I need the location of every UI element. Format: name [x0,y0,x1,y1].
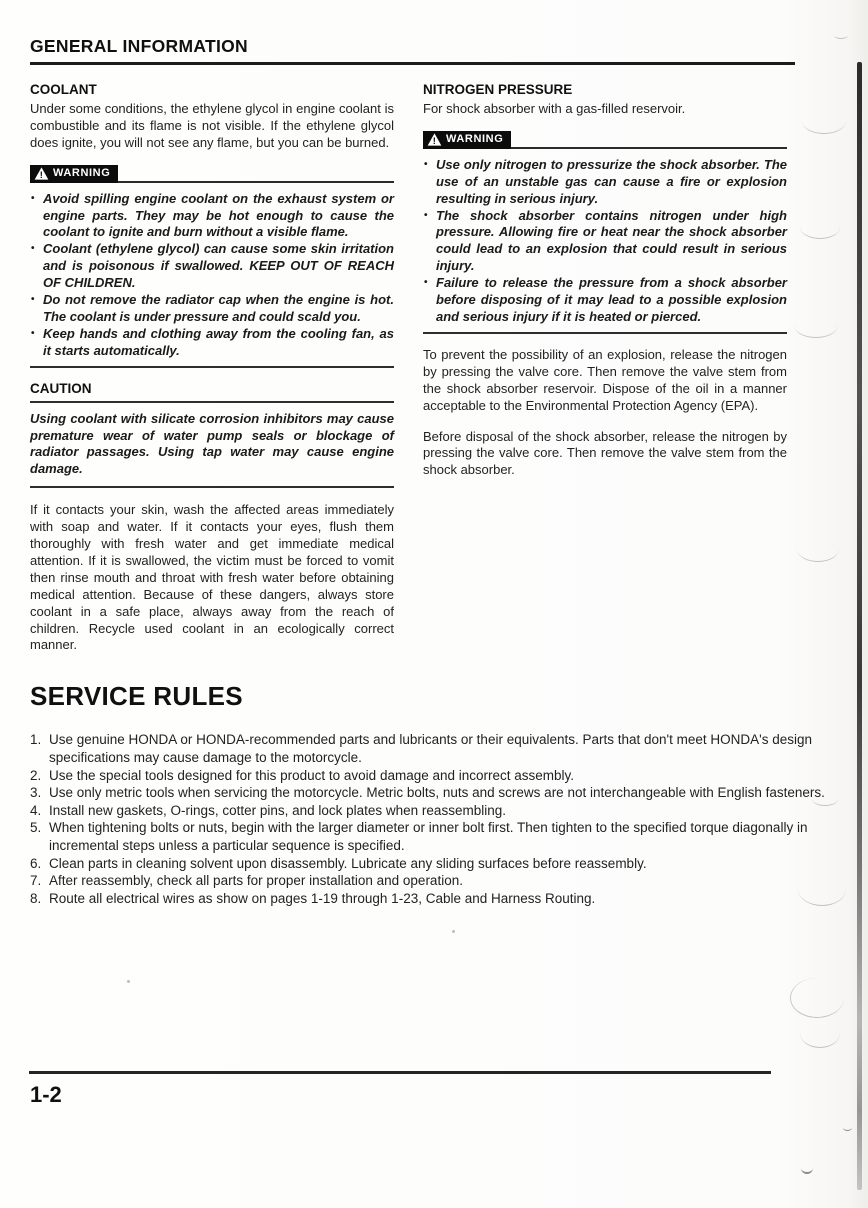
coolant-warning-list [30,191,394,360]
scan-artifact [797,536,839,562]
two-column-body [30,82,787,654]
coolant-warning-header [30,165,394,183]
caution-rule [30,401,394,403]
section-rule [30,486,394,488]
warning-rule [511,147,787,149]
caution-heading: CAUTION [30,380,92,396]
nitrogen-section [423,82,787,654]
warning-rule [118,181,394,183]
scan-artifact [798,872,846,906]
warning-badge [423,131,511,149]
service-rule-item: When tightening bolts or nuts, begin with the larger diameter or inner bolt first. Then tighten to the specified torque diagonally in incremental steps unless a particular sequence is specified. [49,820,808,853]
warning-item: • Use only nitrogen to pressurize the shock absorber. The use of an unstable gas can cause a fire or explosion resulting in serious injury. [423,157,787,208]
section-rule [423,332,787,334]
nitrogen-warning-header [423,131,787,149]
warning-badge [30,165,118,183]
warning-item: • Keep hands and clothing away from the cooling fan, as it starts automatically. [30,326,394,360]
coolant-section [30,82,394,654]
warning-item: • Failure to release the pressure from a shock absorber before disposing of it may lead to a possible explosion and serious injury if it is heated or pierced. [423,275,787,326]
svg-text:!: ! [39,169,44,180]
nitrogen-warning-list [423,157,787,326]
scan-artifact [812,792,838,806]
warning-badge-label: WARNING [446,133,504,146]
nitrogen-disposal-note: Before disposal of the shock absorber, release the nitrogen by pressing the valve core. Then remove the valve stem from the shock absorber. [423,428,787,478]
page-edge-shadow [857,62,862,1190]
service-rule-item: Use only metric tools when servicing the motorcycle. Metric bolts, nuts and screws are not interchangeable with English fasteners. [49,785,825,801]
coolant-intro: Under some conditions, the ethylene glycol in engine coolant is combustible and its flame is not visible. If the ethylene glycol does ignite, you will not see any flame, but you can be burned. [30,100,394,150]
scan-artifact [801,1162,813,1174]
warning-triangle-icon [34,167,49,180]
service-rules-list [30,731,846,907]
section-rule [30,366,394,368]
service-rules-heading: SERVICE RULES [30,681,243,712]
warning-triangle-icon [427,133,442,146]
service-rule-item: Install new gaskets, O-rings, cotter pins, and lock plates when reassembling. [49,802,506,818]
warning-item: • Avoid spilling engine coolant on the exhaust system or engine parts. They may be hot enough to cause the coolant to ignite and burn without a visible flame. [30,191,394,242]
warning-item: • Coolant (ethylene glycol) can cause some skin irritation and is poisonous if swallowed. KEEP OUT OF REACH OF CHILDREN. [30,241,394,292]
scan-artifact [790,978,844,1018]
warning-item: • The shock absorber contains nitrogen under high pressure. Allowing fire or heat near the shock absorber could lead to an explosion that could result in serious injury. [423,208,787,276]
page-number: 1-2 [30,1082,62,1107]
service-rule-item: Use genuine HONDA or HONDA-recommended parts and lubricants or their equivalents. Parts that don't meet HONDA's design specifications may cause damage to the motorcycle. [49,732,813,765]
coolant-aftercare: If it contacts your skin, wash the affected areas immediately with soap and water. If it contacts your eyes, flush them thoroughly with fresh water and get immediate medical attention. If it is swallowed, the victim must be forced to vomit then rinse mouth and throat with fresh water before obtaining medical attention. Because of these dangers, always store coolant in a safe place, always away from the reach of children. Recycle used coolant in an ecologically correct manner. [30,502,394,653]
scan-artifact [800,215,840,239]
scan-artifact [843,1124,852,1131]
service-rule-item: Use the special tools designed for this product to avoid damage and incorrect assembly. [49,767,575,783]
service-rule-item: After reassembly, check all parts for proper installation and operation. [49,873,463,889]
footer-rule [29,1071,771,1074]
warning-item: • Do not remove the radiator cap when the engine is hot. The coolant is under pressure and could scald you. [30,292,394,326]
scan-artifact [802,108,846,134]
scan-artifact [794,312,838,338]
page-title: GENERAL INFORMATION [30,36,248,56]
nitrogen-intro: For shock absorber with a gas-filled reservoir. [423,100,686,116]
scan-artifact [800,1018,840,1048]
svg-text:!: ! [432,136,437,147]
scan-speck [452,930,455,933]
service-rule-item: Clean parts in cleaning solvent upon disassembly. Lubricate any sliding surfaces before reassembly. [49,855,647,871]
caution-text: Using coolant with silicate corrosion inhibitors may cause premature wear of water pump seals or blockage of radiator passages. Using tap water may cause engine damage. [30,410,394,477]
title-rule [30,62,795,65]
service-rule-item: Route all electrical wires as show on pages 1-19 through 1-23, Cable and Harness Routing. [49,890,596,906]
scan-speck [127,980,130,983]
nitrogen-heading: NITROGEN PRESSURE [423,82,573,97]
coolant-heading: COOLANT [30,82,97,97]
service-rules-section [30,681,868,907]
nitrogen-release-procedure: To prevent the possibility of an explosion, release the nitrogen by pressing the valve core. Then remove the valve stem from the shock absorber reservoir. Dispose of the oil in a manner acceptable to the Environmental Protection Agency (EPA). [423,346,787,413]
warning-badge-label: WARNING [53,167,111,180]
scan-artifact [834,32,848,39]
